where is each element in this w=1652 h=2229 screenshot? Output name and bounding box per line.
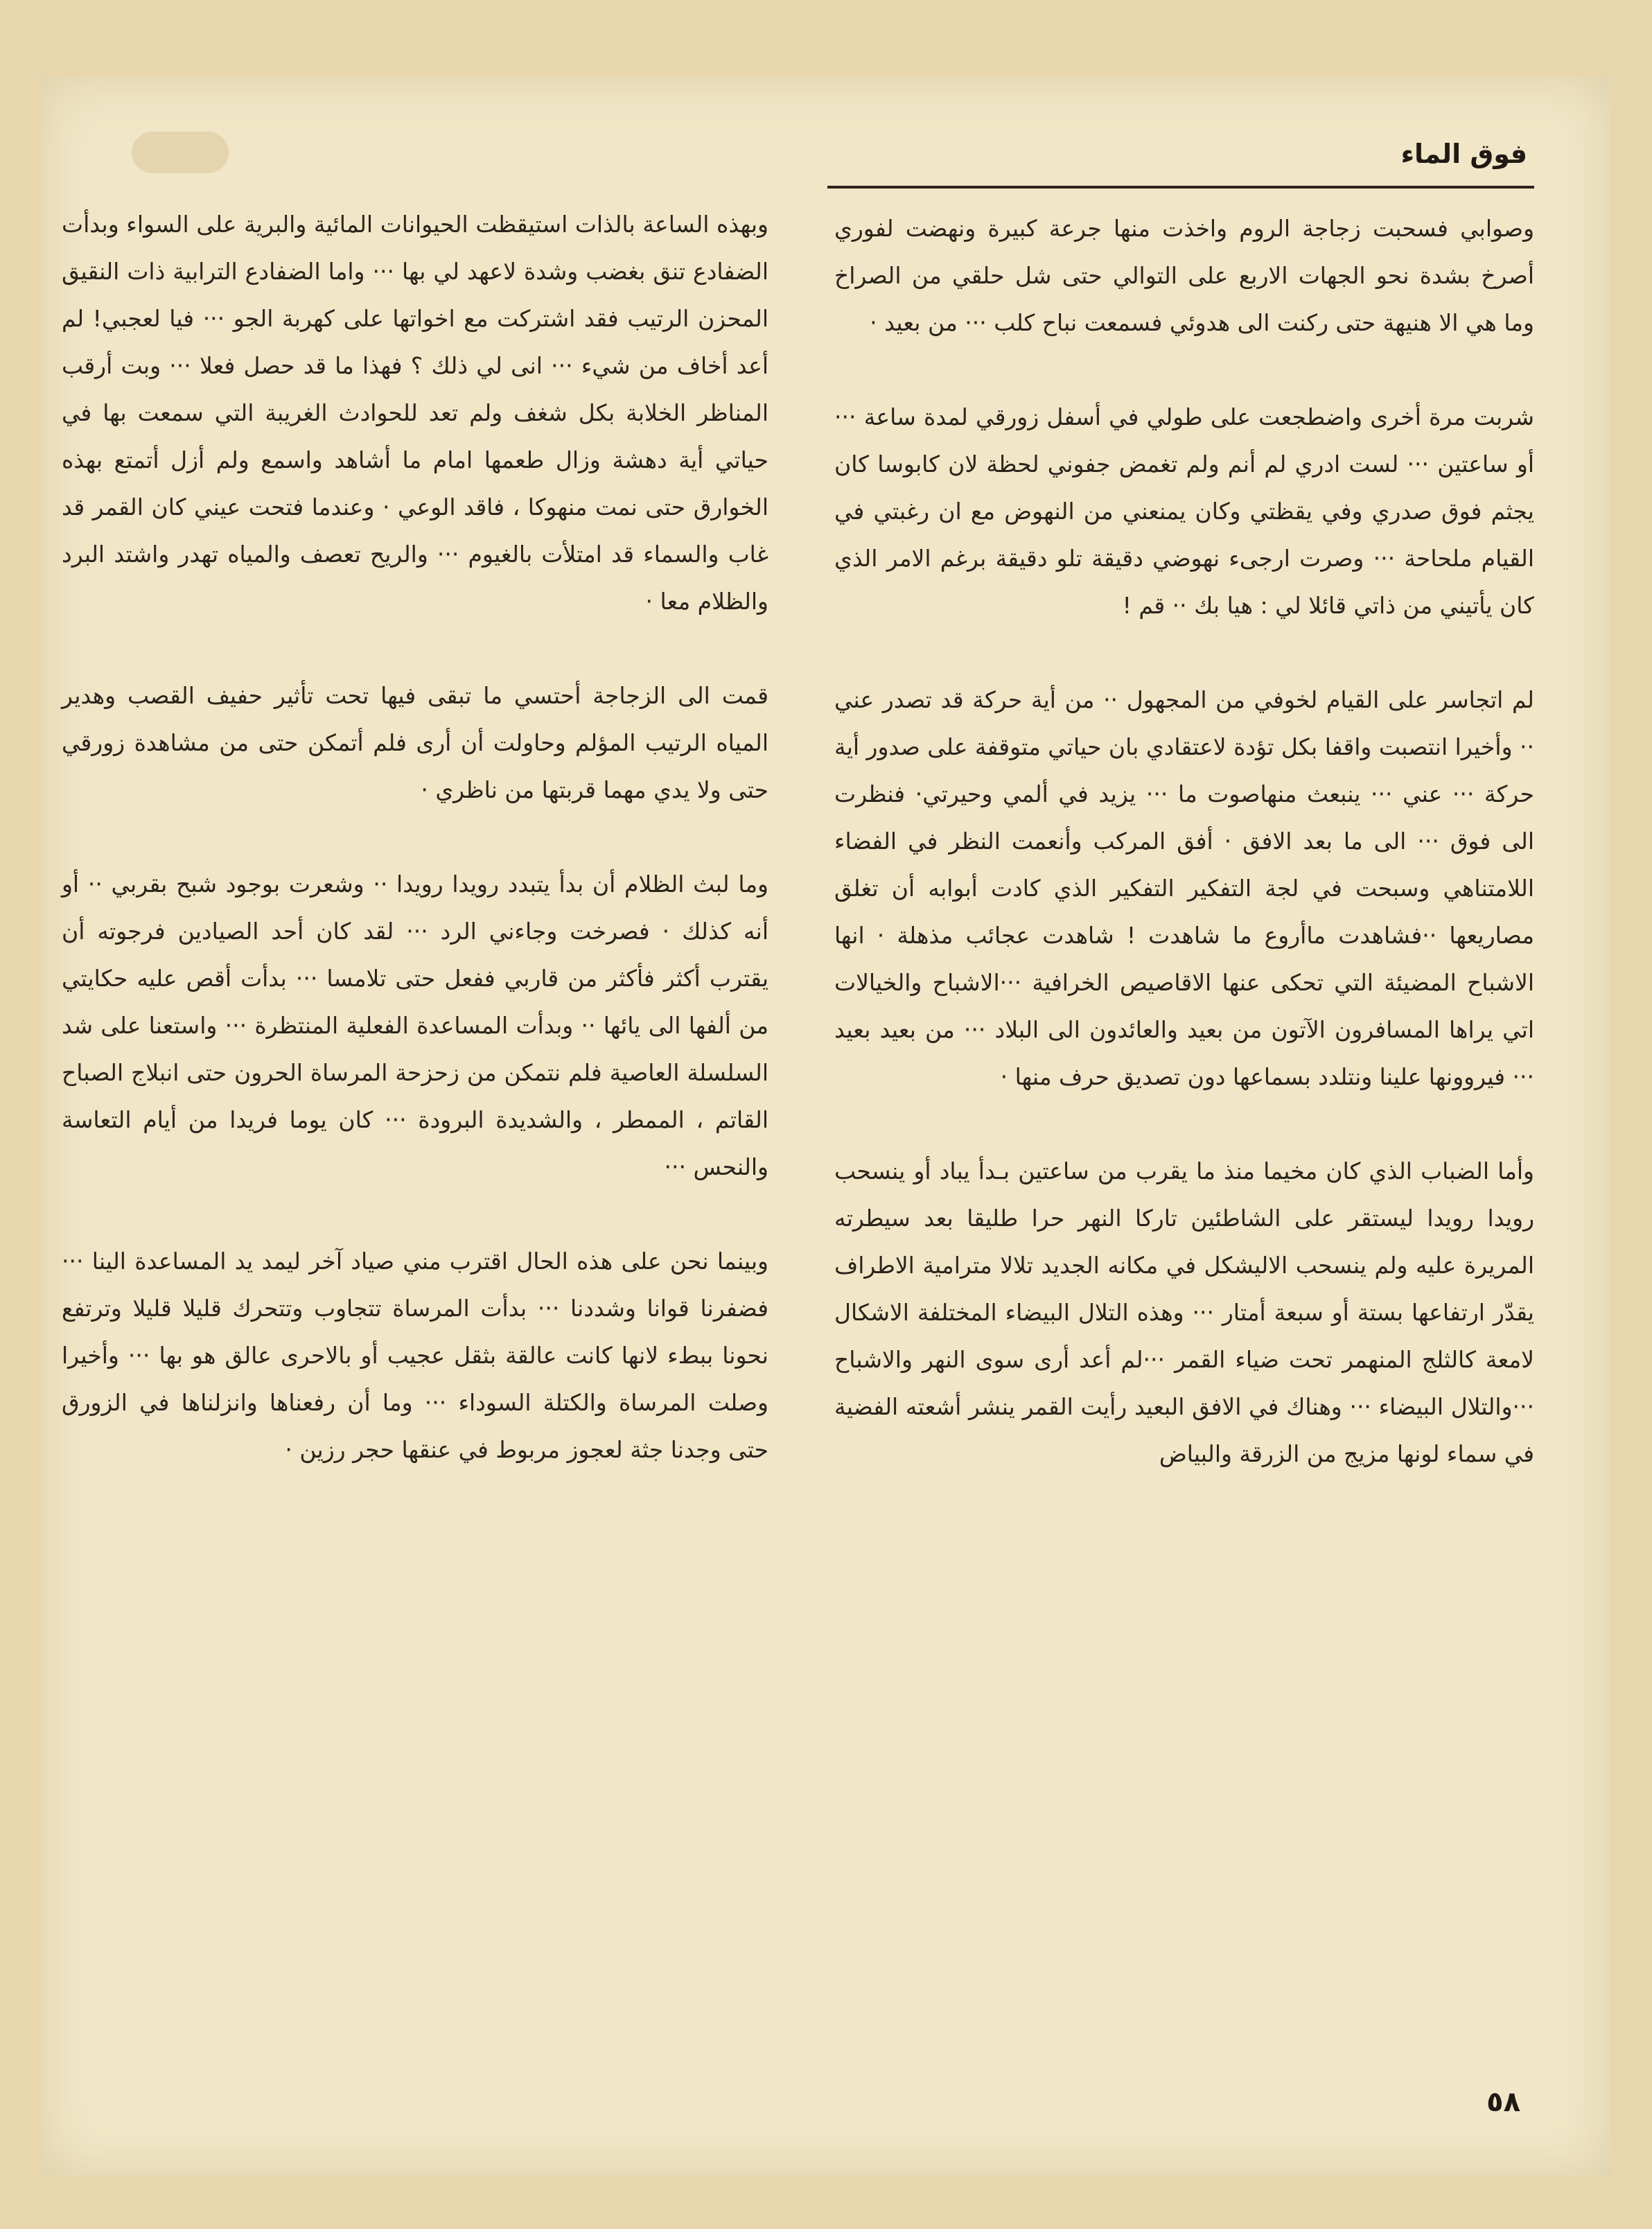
- paragraph: قمت الى الزجاجة أحتسي ما تبقى فيها تحت تأثير حفيف القصب وهدير المياه الرتيب المؤلم وحاولت أن أرى فلم أتمكن حتى من مشاهدة زورقي حتى ولا يدي مهما قربتها من ناظري ·: [62, 682, 768, 803]
- left-column: [62, 201, 768, 1521]
- page-stain: [132, 132, 229, 173]
- paragraph: لم اتجاسر على القيام لخوفي من المجهول ·· من أية حركة قد تصدر عني ·· وأخيرا انتصبت واقفا بكل تؤدة لاعتقادي بان حياتي متوقفة على صدور أية حركة ··· عني ··· ينبعث منهاصوت ما ··· يزيد في ألمي وحيرتي· فنظرت الى فوق ··· الى ما بعد الافق · أفق المركب وأنعمت النظر في الفضاء اللامتناهي وسبحت في لجة التفكير التفكير الذي كادت أبوابه أن تغلق مصاريعها ··فشاهدت ماأروع ما شاهدت ! شاهدت عجائب مذهلة · انها الاشباح المضيئة التي تحكى عنها الاقاصيص الخرافية ···الاشباح والخيالات اتي يراها المسافرون الآتون من بعيد والعائدون الى البلاد ··· من بعيد بعيد ··· فيروونها علينا ونتلدد بسماعها دون تصديق حرف منها ·: [834, 686, 1534, 1090]
- paragraph: وما لبث الظلام أن بدأ يتبدد رويدا رويدا ·· وشعرت بوجود شبح بقربي ·· أو أنه كذلك · فصرخت وجاءني الرد ··· لقد كان أحد الصيادين فرجوته أن يقترب أكثر فأكثر من قاربي ففعل حتى تلامسا ··· بدأت أقص عليه حكايتي من ألفها الى يائها ·· وبدأت المساعدة الفعلية المنتظرة ··· واستعنا على شد السلسلة العاصية فلم نتمكن من زحزحة المرساة الحرون حتى انبلاج الصباح القاتم ، الممطر ، والشديدة البرودة ··· كان يوما فريدا من أيام التعاسة والنحس ···: [62, 871, 768, 1180]
- page-number: ٥٨: [1486, 2086, 1520, 2118]
- page-title: فوق الماء: [1400, 139, 1527, 169]
- right-column: [834, 205, 1534, 1525]
- header-rule: [827, 186, 1534, 189]
- paragraph: وأما الضباب الذي كان مخيما منذ ما يقرب من ساعتين بـدأ يباد أو ينسحب رويدا رويدا ليستقر على الشاطئين تاركا النهر حرا طليقا بعد سيطرته المريرة عليه ولم ينسحب الاليشكل في مكانه الجديد تلالا مترامية الاطراف يقدّر ارتفاعها بستة أو سبعة أمتار ··· وهذه التلال البيضاء المختلفة الاشكال لامعة كالثلج المنهمر تحت ضياء القمر ···لم أعد أرى سوى النهر والاشباح ···والتلال البيضاء ··· وهناك في الافق البعيد رأيت القمر ينشر أشعته الفضية في سماء لونها مزيج من الزرقة والبياض: [834, 1157, 1534, 1467]
- paragraph: وبهذه الساعة بالذات استيقظت الحيوانات المائية والبرية على السواء وبدأت الضفادع تنق بغضب وشدة لاعهد لي بها ··· واما الضفادع الترابية ذات النقيق المحزن الرتيب فقد اشتركت مع اخواتها على كهربة الجو ··· فيا لعجبي! لم أعد أخاف من شيء ··· انى لي ذلك ؟ فهذا ما قد حصل فعلا ··· وبت أرقب المناظر الخلابة بكل شغف ولم تعد للحوادث الغريبة التي سمعت بها في حياتي أية دهشة وزال طعمها امام ما أشاهد واسمع ولم أزل أتمتع بهذه الخوارق حتى نمت منهوكا ، فاقد الوعي · وعندما فتحت عيني كان القمر قد غاب والسماء قد امتلأت بالغيوم ··· والريح تعصف والمياه تهدر واشتد البرد والظلام معا ·: [62, 211, 768, 615]
- paragraph: شربت مرة أخرى واضطجعت على طولي في أسفل زورقي لمدة ساعة ··· أو ساعتين ··· لست ادري لم أنم ولم تغمض جفوني لحظة لان كابوسا كان يجثم فوق صدري وفي يقظتي وكان يمنعني من النهوض مع ان رغبتي في القيام ملحاحة ··· وصرت ارجىء نهوضي دقيقة تلو دقيقة برغم الامر الذي كان يأتيني من ذاتي قائلا لي : هيا بك ·· قم !: [834, 403, 1534, 619]
- magazine-page: [42, 76, 1610, 2176]
- paragraph: وبينما نحن على هذه الحال اقترب مني صياد آخر ليمد يد المساعدة الينا ··· فضفرنا قوانا وشددنا ··· بدأت المرساة تتجاوب وتتحرك قليلا قليلا وترتفع نحونا ببطء لانها كانت عالقة بثقل عجيب أو بالاحرى عالق هو بها ··· وأخيرا وصلت المرساة والكتلة السوداء ··· وما أن رفعناها وانزلناها في الزورق حتى وجدنا جثة لعجوز مربوط في عنقها حجر رزين ·: [62, 1248, 768, 1463]
- paragraph: وصوابي فسحبت زجاجة الروم واخذت منها جرعة كبيرة ونهضت لفوري أصرخ بشدة نحو الجهات الاربع على التوالي حتى شل حلقي من الصراخ وما هي الا هنيهة حتى ركنت الى هدوئي فسمعت نباح كلب ··· من بعيد ·: [834, 215, 1534, 336]
